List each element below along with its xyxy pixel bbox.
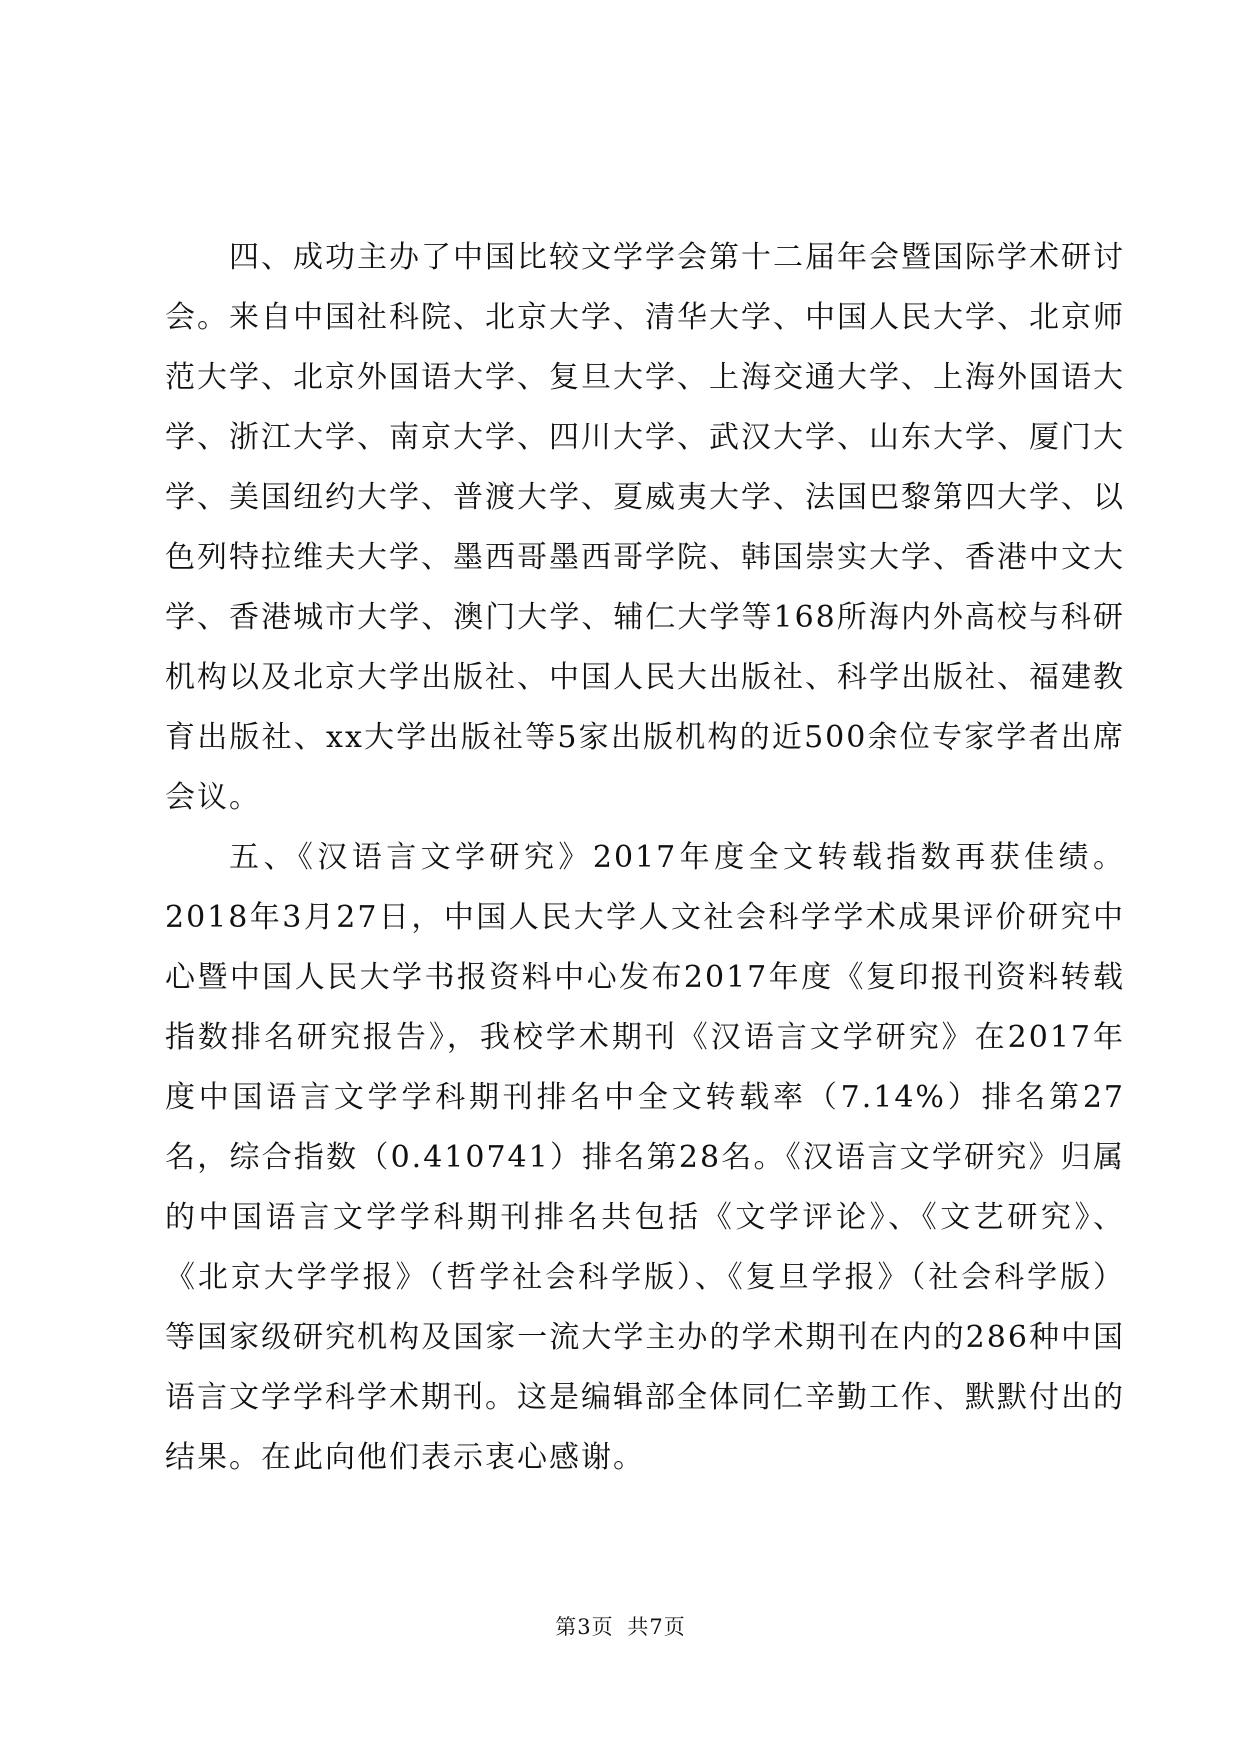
paragraph-five: 五、《汉语言文学研究》2017年度全文转载指数再获佳绩。2018年3月27日，中国人民大学人文社会科学学术成果评价研究中心暨中国人民大学书报资料中心发布2017年度《复印报刊资料转载指数排名研究报告》，我校学术期刊《汉语言文学研究》在2017年度中国语言文学学科期刊排名中全文转载率（7.14%）排名第27名，综合指数（0.410741）排名第28名。《汉语言文学研究》归属的中国语言文学学科期刊排名共包括《文学评论》、《文艺研究》、《北京大学学报》（哲学社会科学版）、《复旦学报》（社会科学版）等国家级研究机构及国家一流大学主办的学术期刊在内的286种中国语言文学学科学术期刊。这是编辑部全体同仁辛勤工作、默默付出的结果。在此向他们表示衷心感谢。 — [165, 840, 1125, 1475]
page-total: 共7页 — [627, 1615, 686, 1639]
document-body — [165, 228, 1125, 1488]
paragraph-four: 四、成功主办了中国比较文学学会第十二届年会暨国际学术研讨会。来自中国社科院、北京大学、清华大学、中国人民大学、北京师范大学、北京外国语大学、复旦大学、上海交通大学、上海外国语大学、浙江大学、南京大学、四川大学、武汉大学、山东大学、厦门大学、美国纽约大学、普渡大学、夏威夷大学、法国巴黎第四大学、以色列特拉维夫大学、墨西哥墨西哥学院、韩国崇实大学、香港中文大学、香港城市大学、澳门大学、辅仁大学等168所海内外高校与科研机构以及北京大学出版社、中国人民大出版社、科学出版社、福建教育出版社、xx大学出版社等5家出版机构的近500余位专家学者出席会议。 — [165, 240, 1125, 815]
page-footer — [0, 1611, 1241, 1641]
page-number: 第3页 — [555, 1615, 614, 1639]
